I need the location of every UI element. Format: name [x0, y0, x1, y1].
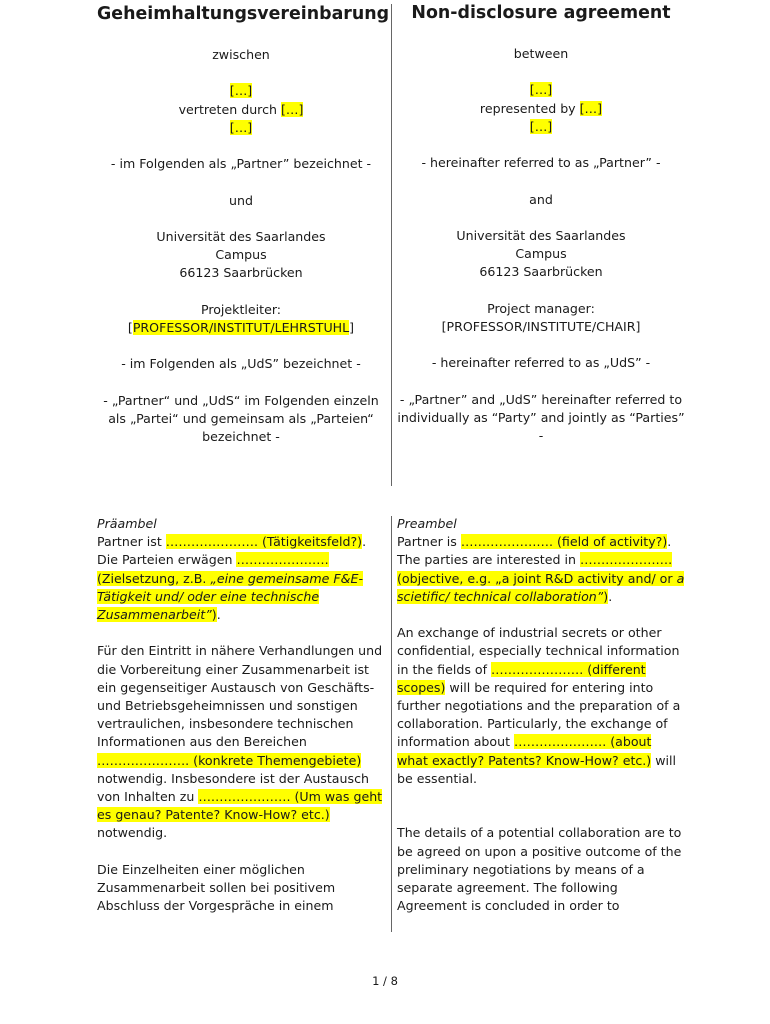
german-uni-name: Universität des Saarlandes	[156, 228, 326, 244]
german-represented-by: vertreten durch […]	[178, 101, 304, 117]
english-header	[397, 0, 685, 445]
german-parties-definition: - „Partner“ und „UdS“ im Folgenden einzeln als „Partei“ und gemeinsam als „Parteien“ bezeichnet -	[103, 392, 379, 445]
english-project-manager-value: [PROFESSOR/INSTITUTE/CHAIR]	[441, 318, 641, 334]
english-paragraph-2: An exchange of industrial secrets or other confidential, especially technical information in the fields of …………………. (different scopes) will be required for entering into further negotiations and the preparation of a collaboration. Particularly, the exchange of information about …………………. (about what exactly? Patents? Know-How? etc.) will be essential.	[397, 625, 681, 786]
german-header	[97, 0, 390, 446]
english-represented-by: represented by […]	[479, 100, 603, 116]
column-divider-top	[391, 4, 392, 486]
english-paragraph-1: Partner is …………………. (field of activity?). The parties are interested in …………………. (objective, e.g. „a joint R&D activity and/ or a scietific/ technical collaboration”).	[397, 534, 685, 604]
german-project-leader-value: [PROFESSOR/INSTITUT/LEHRSTUHL]	[127, 319, 355, 335]
page-number: 1 / 8	[372, 974, 398, 988]
english-uni-city: 66123 Saarbrücken	[479, 264, 603, 280]
german-title: Geheimhaltungsvereinbarung	[97, 4, 390, 24]
german-uni-city: 66123 Saarbrücken	[179, 265, 303, 281]
german-uni-campus: Campus	[215, 247, 267, 263]
english-uni-name: Universität des Saarlandes	[456, 227, 626, 243]
english-uni-campus: Campus	[515, 246, 567, 262]
german-partner-placeholder-3: […]	[229, 119, 253, 135]
english-parties-definition: - „Partner” and „UdS” hereinafter referred to individually as “Party” and jointly as “Parties” -	[397, 391, 685, 444]
german-preamble-heading: Präambel	[97, 516, 157, 531]
german-paragraph-3: Die Einzelheiten einer möglichen Zusammenarbeit sollen bei positivem Abschluss der Vorgespräche in einem	[97, 861, 336, 914]
english-body	[397, 515, 685, 915]
english-hereinafter-partner: - hereinafter referred to as „Partner” -	[421, 155, 661, 171]
english-between: between	[513, 46, 569, 61]
german-between: zwischen	[212, 47, 270, 62]
english-partner-placeholder-3: […]	[529, 118, 553, 134]
german-project-leader-label: Projektleiter:	[200, 301, 282, 317]
english-hereinafter-uds: - hereinafter referred to as „UdS” -	[431, 355, 651, 371]
english-paragraph-3: The details of a potential collaboration are to be agreed on upon a positive outcome of the preliminary negotiations by means of a separate agreement. The following Agreement is concluded in order to	[397, 825, 682, 914]
german-hereinafter-uds: - im Folgenden als „UdS” bezeichnet -	[121, 356, 361, 372]
english-project-manager-label: Project manager:	[487, 300, 595, 316]
english-and: and	[529, 191, 553, 207]
column-divider-body	[391, 516, 392, 932]
german-and: und	[229, 192, 253, 208]
german-body	[97, 515, 385, 915]
german-hereinafter-partner: - im Folgenden als „Partner” bezeichnet -	[110, 156, 372, 172]
german-partner-placeholder-1: […]	[229, 83, 253, 99]
english-title: Non-disclosure agreement	[411, 3, 671, 23]
english-partner-placeholder-1: […]	[529, 82, 553, 98]
german-paragraph-1: Partner ist …………………. (Tätigkeitsfeld?). Die Parteien erwägen …………………. (Zielsetzung, z.B. „eine gemeinsame F&E-Tätigkeit und/ oder eine technische Zusammenarbeit”).	[97, 534, 367, 623]
german-paragraph-2: Für den Eintritt in nähere Verhandlungen und die Vorbereitung einer Zusammenarbeit ist ein gegenseitiger Austausch von Geschäfts- und Betriebsgeheimnissen und sonstigen vertraulichen, insbesondere technischen Informationen aus den Bereichen …………………. (konkrete Themengebiete) notwendig. Insbesondere ist der Austausch von Inhalten zu …………………. (Um was geht es genau? Patente? Know-How? etc.) notwendig.	[97, 643, 383, 841]
english-preamble-heading: Preambel	[397, 516, 457, 531]
